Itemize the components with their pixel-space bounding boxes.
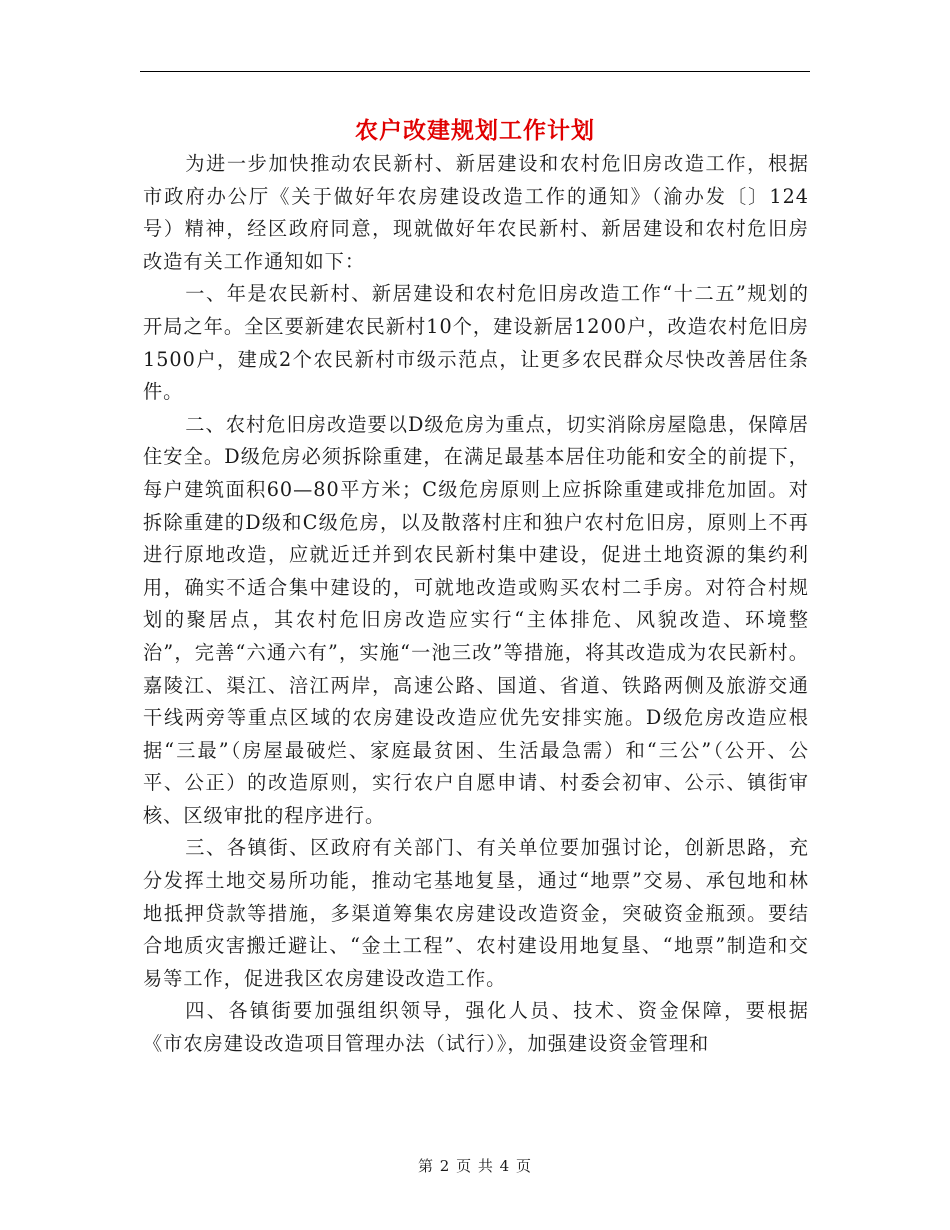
paragraph-section-2: 二、农村危旧房改造要以D级危房为重点，切实消除房屋隐患，保障居住安全。D级危房必须拆除重建，在满足最基本居住功能和安全的前提下，每户建筑面积60—80平方米；C级危房原则上应拆除重建或排危加固。对拆除重建的D级和C级危房，以及散落村庄和独户农村危旧房，原则上不再进行原地改造，应就近迁并到农民新村集中建设，促进土地资源的集约利用，确实不适合集中建设的，可就地改造或购买农村二手房。对符合村规划的聚居点，其农村危旧房改造应实行“主体排危、风貌改造、环境整治”，完善“六通六有”，实施“一池三改”等措施，将其改造成为农民新村。嘉陵江、渠江、涪江两岸，高速公路、国道、省道、铁路两侧及旅游交通干线两旁等重点区域的农房建设改造应优先安排实施。D级危房改造应根据“三最”（房屋最破烂、家庭最贫困、生活最急需）和“三公”（公开、公平、公正）的改造原则，实行农户自愿申请、村委会初审、公示、镇街审核、区级审批的程序进行。 bbox=[143, 412, 809, 827]
header-rule bbox=[140, 71, 810, 72]
paragraph-section-3: 三、各镇街、区政府有关部门、有关单位要加强讨论，创新思路，充分发挥土地交易所功能，推动宅基地复垦，通过“地票”交易、承包地和林地抵押贷款等措施，多渠道筹集农房建设改造资金，突破资金瓶颈。要结合地质灾害搬迁避让、“金土工程”、农村建设用地复垦、“地票”制造和交易等工作，促进我区农房建设改造工作。 bbox=[143, 836, 809, 990]
page-number-footer: 第 2 页 共 4 页 bbox=[418, 1157, 532, 1175]
paragraph-section-4: 四、各镇街要加强组织领导，强化人员、技术、资金保障，要根据《市农房建设改造项目管理办法（试行）》，加强建设资金管理和 bbox=[143, 999, 809, 1056]
paragraph-intro: 为进一步加快推动农民新村、新居建设和农村危旧房改造工作，根据市政府办公厅《关于做好年农房建设改造工作的通知》（渝办发〔〕124号）精神，经区政府同意，现就做好年农民新村、新居建设和农村危旧房改造有关工作通知如下： bbox=[143, 152, 809, 273]
paragraph-section-1: 一、年是农民新村、新居建设和农村危旧房改造工作“十二五”规划的开局之年。全区要新建农民新村10个，建设新居1200户，改造农村危旧房1500户，建成2个农民新村市级示范点，让更多农民群众尽快改善居住条件。 bbox=[143, 282, 809, 404]
document-body bbox=[143, 148, 809, 1061]
document-title: 农户改建规划工作计划 bbox=[355, 117, 595, 144]
